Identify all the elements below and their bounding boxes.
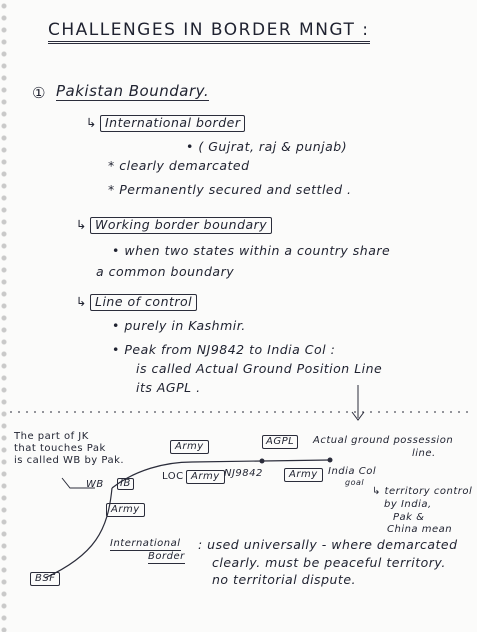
page-title: CHALLENGES IN BORDER MNGT : bbox=[48, 22, 370, 44]
section-heading: Pakistan Boundary. bbox=[56, 82, 210, 100]
army-top-box: Army bbox=[170, 440, 209, 454]
goal-label: goal bbox=[345, 478, 365, 487]
arrow-marker: ↳ bbox=[76, 294, 87, 309]
wb-line-2: a common boundary bbox=[96, 264, 235, 279]
wb-diagram-label: WB bbox=[86, 479, 104, 490]
ib-note-1: : used universally - where demarcated bbox=[198, 537, 458, 552]
ib-point-1: * clearly demarcated bbox=[108, 158, 250, 173]
jk-note-2: that touches Pak bbox=[14, 443, 106, 454]
ib-states: • ( Gujrat, raj & punjab) bbox=[186, 139, 348, 154]
wb-line-1: • when two states within a country share bbox=[112, 243, 391, 258]
nj9842-label: NJ9842 bbox=[224, 468, 263, 479]
jk-note-3: is called WB by Pak. bbox=[14, 455, 125, 466]
territory-2: by India, bbox=[384, 499, 432, 510]
nj9842-point bbox=[260, 459, 265, 464]
loc-line-1: • purely in Kashmir. bbox=[112, 318, 246, 333]
ib-note-label-1: International bbox=[110, 538, 181, 549]
arrow-marker: ↳ bbox=[86, 115, 97, 130]
army-wb-box: Army bbox=[106, 503, 145, 517]
army-nj-box: Army bbox=[284, 468, 323, 482]
india-col-point bbox=[328, 458, 333, 463]
wb-label: Working border boundary bbox=[90, 217, 272, 234]
territory-3: Pak & bbox=[393, 512, 425, 523]
ib-point-2: * Permanently secured and settled . bbox=[108, 182, 352, 197]
loc-line-4: its AGPL . bbox=[136, 380, 201, 395]
ib-label: International border bbox=[100, 115, 245, 132]
agpl-desc-1: Actual ground possession bbox=[313, 435, 454, 446]
ib-diagram-label: IB bbox=[117, 478, 134, 490]
ib-note-3: no territorial dispute. bbox=[212, 572, 356, 587]
loc-diagram-label: LOC bbox=[162, 471, 184, 482]
loc-line-3: is called Actual Ground Position Line bbox=[136, 361, 383, 376]
india-col-label: India Col bbox=[328, 466, 377, 477]
agpl-desc-2: line. bbox=[412, 448, 436, 459]
bsf-box: BSF bbox=[30, 572, 60, 586]
army-loc-box: Army bbox=[186, 470, 225, 484]
agpl-box: AGPL bbox=[262, 435, 298, 449]
territory-4: China mean bbox=[387, 524, 453, 535]
ib-note-label-2: Border bbox=[148, 551, 185, 562]
loc-label: Line of control bbox=[90, 294, 197, 311]
section-number: ① bbox=[32, 84, 46, 102]
territory-1: ↳ territory control bbox=[372, 486, 473, 497]
jk-note-1: The part of JK bbox=[14, 431, 89, 442]
ib-note-2: clearly. must be peaceful territory. bbox=[212, 555, 446, 570]
ib-curve bbox=[45, 488, 112, 578]
arrow-marker: ↳ bbox=[76, 217, 87, 232]
loc-line-2: • Peak from NJ9842 to India Col : bbox=[112, 342, 336, 357]
